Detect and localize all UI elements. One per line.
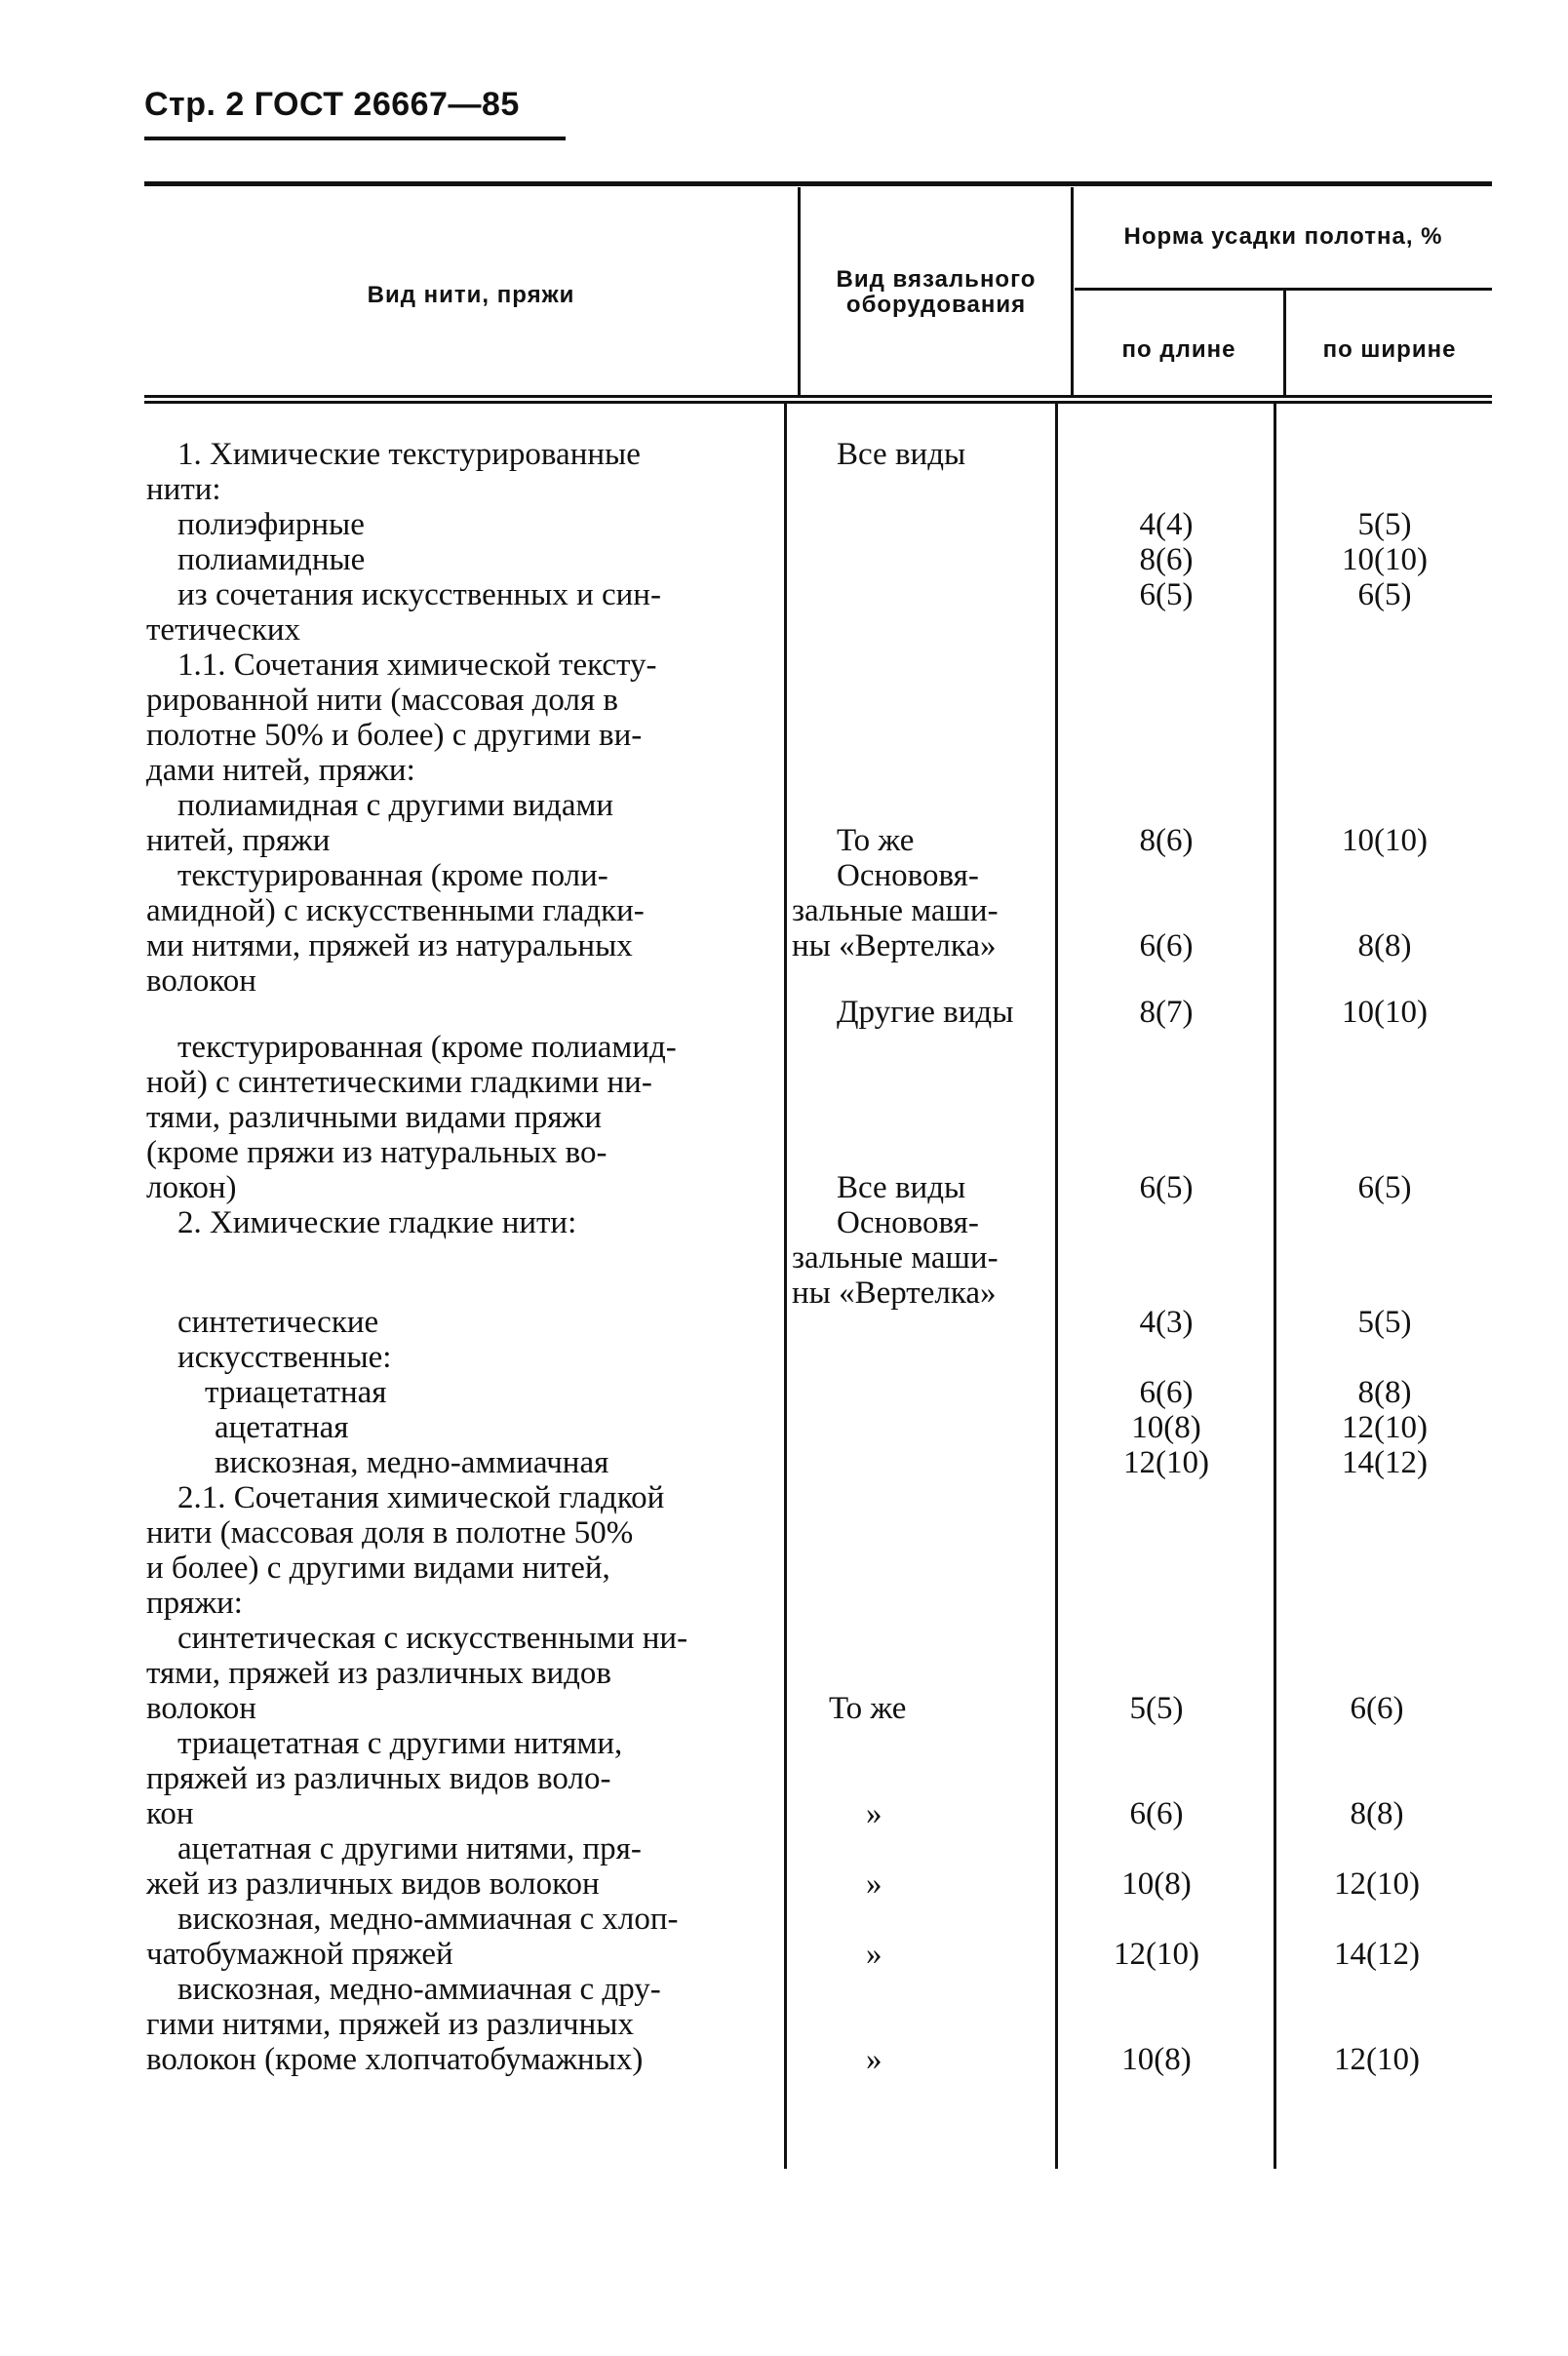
col1-line: амидной) с искусственными гладки- bbox=[146, 893, 645, 928]
length-value: 6(5) bbox=[1139, 577, 1194, 612]
col1-line: пряжи: bbox=[146, 1586, 243, 1621]
length-value: 8(7) bbox=[1139, 995, 1194, 1030]
page-header: Стр. 2 ГОСТ 26667—85 bbox=[144, 86, 520, 123]
width-value: 14(12) bbox=[1342, 1445, 1428, 1480]
col-divider-1 bbox=[798, 187, 801, 395]
col1-line: жей из различных видов волокон bbox=[146, 1866, 600, 1902]
table-top-rule bbox=[144, 181, 1492, 186]
col1-line: чатобумажной пряжей bbox=[146, 1937, 453, 1972]
col1-line: нити (массовая доля в полотне 50% bbox=[146, 1515, 634, 1551]
length-value: 6(6) bbox=[1129, 1796, 1184, 1831]
col1-line: тетических bbox=[146, 612, 301, 648]
col1-line: и более) с другими видами нитей, bbox=[146, 1551, 610, 1586]
col1-line: гими нитями, пряжей из различных bbox=[146, 2007, 634, 2042]
col1-line: нитей, пряжи bbox=[146, 823, 331, 858]
length-value: 10(8) bbox=[1121, 1866, 1192, 1902]
col1-line: тями, пряжей из различных видов bbox=[146, 1656, 612, 1691]
col2-line: Основовя- bbox=[837, 1205, 979, 1240]
col1-line: полотне 50% и более) с другими ви- bbox=[146, 718, 643, 753]
header-equipment-type: Вид вязального оборудования bbox=[836, 266, 1037, 318]
width-value: 12(10) bbox=[1334, 2042, 1420, 2077]
col2-line: Другие виды bbox=[837, 995, 1014, 1030]
header-bottom-rule-2 bbox=[144, 401, 1492, 404]
col2-line: То же bbox=[829, 1691, 907, 1726]
length-value: 10(8) bbox=[1121, 2042, 1192, 2077]
length-value: 6(5) bbox=[1139, 1170, 1194, 1205]
col2-line: » bbox=[866, 1796, 882, 1831]
col-divider-3 bbox=[1283, 291, 1286, 395]
col1-line: ацетатная bbox=[215, 1410, 349, 1445]
width-value: 6(6) bbox=[1350, 1691, 1404, 1726]
col1-line: волокон (кроме хлопчатобумажных) bbox=[146, 2042, 644, 2077]
length-value: 6(6) bbox=[1139, 1375, 1194, 1410]
col1-line: волокон bbox=[146, 1691, 256, 1726]
width-value: 8(8) bbox=[1357, 928, 1412, 963]
col2-line: » bbox=[866, 2042, 882, 2077]
col1-line: синтетические bbox=[177, 1305, 379, 1340]
length-value: 5(5) bbox=[1129, 1691, 1184, 1726]
col1-line: ацетатная с другими нитями, пря- bbox=[177, 1831, 642, 1866]
length-value: 8(6) bbox=[1139, 823, 1194, 858]
col1-line: 1. Химические текстурированные bbox=[177, 437, 641, 472]
col2-line: » bbox=[866, 1937, 882, 1972]
col2-line: Основовя- bbox=[837, 858, 979, 893]
col2-line: ны «Вертелка» bbox=[792, 1276, 997, 1311]
width-value: 10(10) bbox=[1342, 542, 1428, 577]
col2-line: зальные маши- bbox=[792, 1240, 999, 1276]
length-value: 12(10) bbox=[1123, 1445, 1209, 1480]
col1-line: искусственные: bbox=[177, 1340, 392, 1375]
width-value: 6(5) bbox=[1357, 577, 1412, 612]
col1-line: рированной нити (массовая доля в bbox=[146, 683, 618, 718]
col1-line: синтетическая с искусственными ни- bbox=[177, 1621, 688, 1656]
length-value: 12(10) bbox=[1114, 1937, 1199, 1972]
col1-line: текстурированная (кроме полиамид- bbox=[177, 1030, 677, 1065]
col1-line: триацетатная с другими нитями, bbox=[177, 1726, 623, 1761]
col1-line: полиэфирные bbox=[177, 507, 365, 542]
col2-line: зальные маши- bbox=[792, 893, 999, 928]
width-value: 10(10) bbox=[1342, 995, 1428, 1030]
width-value: 5(5) bbox=[1357, 507, 1412, 542]
length-value: 4(4) bbox=[1139, 507, 1194, 542]
col1-line: текстурированная (кроме поли- bbox=[177, 858, 608, 893]
col1-line: (кроме пряжи из натуральных во- bbox=[146, 1135, 608, 1170]
col1-line: кон bbox=[146, 1796, 194, 1831]
col1-line: вискозная, медно-аммиачная bbox=[215, 1445, 609, 1480]
length-value: 6(6) bbox=[1139, 928, 1194, 963]
width-value: 6(5) bbox=[1357, 1170, 1412, 1205]
col1-line: тями, различными видами пряжи bbox=[146, 1100, 603, 1135]
col1-line: 2. Химические гладкие нити: bbox=[177, 1205, 577, 1240]
col1-line: 1.1. Сочетания химической тексту- bbox=[177, 648, 657, 683]
width-value: 8(8) bbox=[1350, 1796, 1404, 1831]
col2-line: То же bbox=[837, 823, 915, 858]
header-by-length: по длине bbox=[1121, 336, 1236, 363]
col1-line: локон) bbox=[146, 1170, 237, 1205]
col1-line: полиамидные bbox=[177, 542, 366, 577]
width-value: 12(10) bbox=[1342, 1410, 1428, 1445]
width-value: 14(12) bbox=[1334, 1937, 1420, 1972]
col2-line: ны «Вертелка» bbox=[792, 928, 997, 963]
col2-line: Все виды bbox=[837, 1170, 966, 1205]
length-value: 10(8) bbox=[1131, 1410, 1201, 1445]
body-divider-2 bbox=[1055, 404, 1058, 2169]
width-value: 8(8) bbox=[1357, 1375, 1412, 1410]
header-by-width: по ширине bbox=[1322, 336, 1457, 363]
col1-line: нити: bbox=[146, 472, 221, 507]
col1-line: волокон bbox=[146, 963, 256, 999]
col1-line: ной) с синтетическими гладкими ни- bbox=[146, 1065, 652, 1100]
col1-line: ми нитями, пряжей из натуральных bbox=[146, 928, 633, 963]
length-value: 4(3) bbox=[1139, 1305, 1194, 1340]
body-divider-1 bbox=[784, 404, 787, 2169]
width-value: 5(5) bbox=[1357, 1305, 1412, 1340]
width-value: 10(10) bbox=[1342, 823, 1428, 858]
header-bottom-rule-1 bbox=[144, 395, 1492, 398]
col1-line: 2.1. Сочетания химической гладкой bbox=[177, 1480, 665, 1515]
length-value: 8(6) bbox=[1139, 542, 1194, 577]
header-rule bbox=[144, 137, 566, 140]
col1-line: триацетатная bbox=[205, 1375, 387, 1410]
col1-line: пряжей из различных видов воло- bbox=[146, 1761, 611, 1796]
header-thread-type: Вид нити, пряжи bbox=[367, 282, 575, 308]
col-divider-2 bbox=[1071, 187, 1074, 395]
width-value: 12(10) bbox=[1334, 1866, 1420, 1902]
col1-line: вискозная, медно-аммиачная с дру- bbox=[177, 1972, 661, 2007]
col1-line: полиамидная с другими видами bbox=[177, 788, 614, 823]
col2-line: » bbox=[866, 1866, 882, 1902]
col1-line: вискозная, медно-аммиачная с хлоп- bbox=[177, 1902, 679, 1937]
body-divider-3 bbox=[1274, 404, 1276, 2169]
col1-line: дами нитей, пряжи: bbox=[146, 753, 415, 788]
header-shrinkage-norm: Норма усадки полотна, % bbox=[1123, 223, 1443, 250]
col1-line: из сочетания искусственных и син- bbox=[177, 577, 661, 612]
col2-line: Все виды bbox=[837, 437, 966, 472]
